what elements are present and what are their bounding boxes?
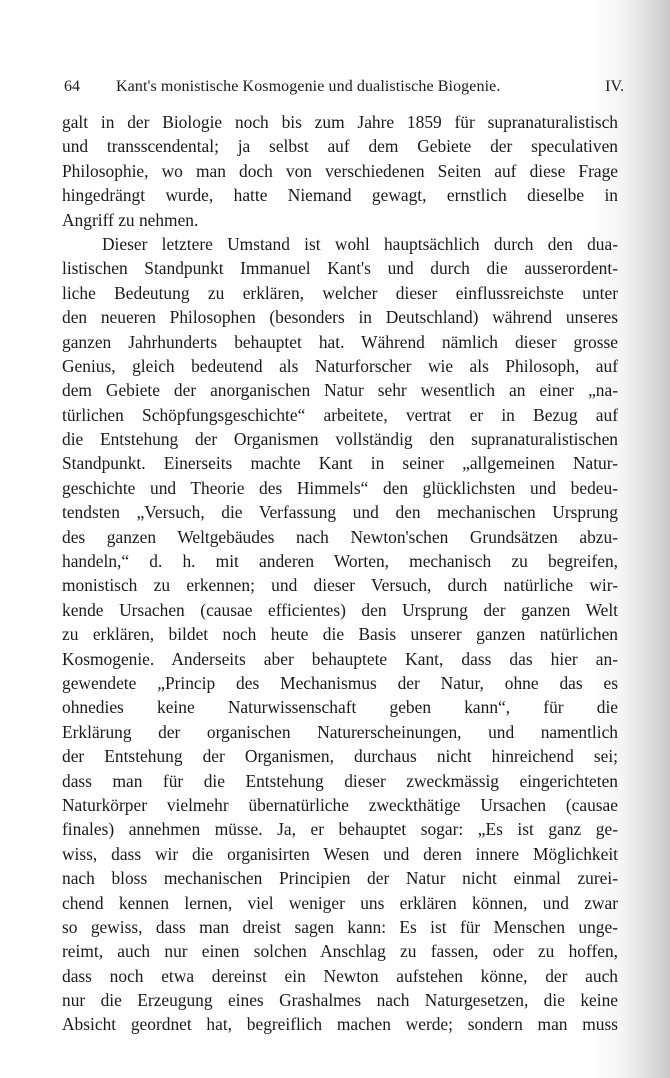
text-line: Philosophie, wo man doch von verschiedenen Seiten auf diese Frage bbox=[62, 160, 618, 181]
text-line: galt in der Biologie noch bis zum Jahre 1859 für supranaturalistisch bbox=[62, 112, 618, 132]
text-line: handeln,“ d. h. mit anderen Worten, mechanisch zu begreifen, bbox=[62, 551, 618, 572]
text-line: nach bloss mechanischen Principien der Natur nicht einmal zurei- bbox=[62, 868, 618, 889]
text-line: türlichen Schöpfungsgeschichte“ arbeitete, vertrat er in Bezug auf bbox=[62, 404, 618, 425]
text-line: gewendete „Princip des Mechanismus der Natur, ohne das es bbox=[62, 672, 618, 693]
text-line: ohnedies keine Naturwissenschaft geben kann“, für die bbox=[62, 697, 618, 718]
text-line: geschichte und Theorie des Himmels“ den glücklichsten und bedeu- bbox=[62, 477, 618, 498]
text-line: hingedrängt wurde, hatte Niemand gewagt, ernstlich dieselbe in bbox=[62, 185, 618, 206]
running-title: Kant's monistische Kosmogenie und dualistische Biogenie. bbox=[116, 78, 501, 95]
text-line: listischen Standpunkt Immanuel Kant's und durch die ausserordent- bbox=[62, 258, 618, 279]
text-line: dass noch etwa dereinst ein Newton aufstehen könne, der auch bbox=[62, 965, 618, 986]
text-line: dass man für die Entstehung dieser zweckmässig eingerichteten bbox=[62, 770, 618, 791]
text-line: und transscendental; ja selbst auf dem Gebiete der speculativen bbox=[62, 136, 618, 157]
text-line: chend kennen lernen, viel weniger uns erklären können, und zwar bbox=[62, 892, 618, 913]
chapter-number: IV. bbox=[605, 78, 624, 95]
text-line: zu erklären, bildet noch heute die Basis unserer ganzen natürlichen bbox=[62, 624, 618, 645]
text-line: reimt, auch nur einen solchen Anschlag zu fassen, oder zu hoffen, bbox=[62, 941, 618, 962]
text-line: des ganzen Weltgebäudes nach Newton'schen Grundsätzen abzu- bbox=[62, 526, 618, 547]
text-line: Dieser letztere Umstand ist wohl hauptsächlich durch den dua- bbox=[102, 233, 618, 254]
page-header bbox=[64, 78, 624, 100]
text-line: liche Bedeutung zu erklären, welcher dieser einflussreichste unter bbox=[62, 282, 618, 303]
text-line: nur die Erzeugung eines Grashalmes nach Naturgesetzen, die keine bbox=[62, 990, 618, 1011]
text-line: der Entstehung der Organismen, durchaus nicht hinreichend sei; bbox=[62, 746, 618, 767]
text-line: tendsten „Versuch, die Verfassung und den mechanischen Ursprung bbox=[62, 502, 618, 523]
text-line: Angriff zu nehmen. bbox=[62, 209, 199, 230]
text-line: dem Gebiete der anorganischen Natur sehr wesentlich an einer „na- bbox=[62, 380, 618, 401]
text-line: Absicht geordnet hat, begreiflich machen werde; sondern man muss bbox=[62, 1014, 618, 1035]
text-line: monistisch zu erkennen; und dieser Versuch, durch natürliche wir- bbox=[62, 575, 618, 596]
text-line: ganzen Jahrhunderts behauptet hat. Während nämlich dieser grosse bbox=[62, 331, 618, 352]
text-line: den neueren Philosophen (besonders in Deutschland) während unseres bbox=[62, 307, 618, 328]
text-line: Naturkörper vielmehr übernatürliche zweckthätige Ursachen (causae bbox=[62, 794, 618, 815]
page-number: 64 bbox=[64, 78, 80, 95]
body-text bbox=[62, 110, 618, 1037]
text-line: die Entstehung der Organismen vollständig den supranaturalistischen bbox=[62, 429, 618, 450]
text-line: Genius, gleich bedeutend als Naturforscher wie als Philosoph, auf bbox=[62, 355, 618, 376]
text-line: Kosmogenie. Anderseits aber behauptete Kant, dass das hier an- bbox=[62, 648, 618, 669]
text-line: so gewiss, dass man dreist sagen kann: Es ist für Menschen unge- bbox=[62, 916, 618, 937]
text-line: finales) annehmen müsse. Ja, er behauptet sogar: „Es ist ganz ge- bbox=[62, 819, 618, 840]
text-line: kende Ursachen (causae efficientes) den Ursprung der ganzen Welt bbox=[62, 599, 618, 620]
text-line: wiss, dass wir die organisirten Wesen und deren innere Möglichkeit bbox=[62, 843, 618, 864]
text-line: Standpunkt. Einerseits machte Kant in seiner „allgemeinen Natur- bbox=[62, 453, 618, 474]
text-line: Erklärung der organischen Naturerscheinungen, und namentlich bbox=[62, 721, 618, 742]
